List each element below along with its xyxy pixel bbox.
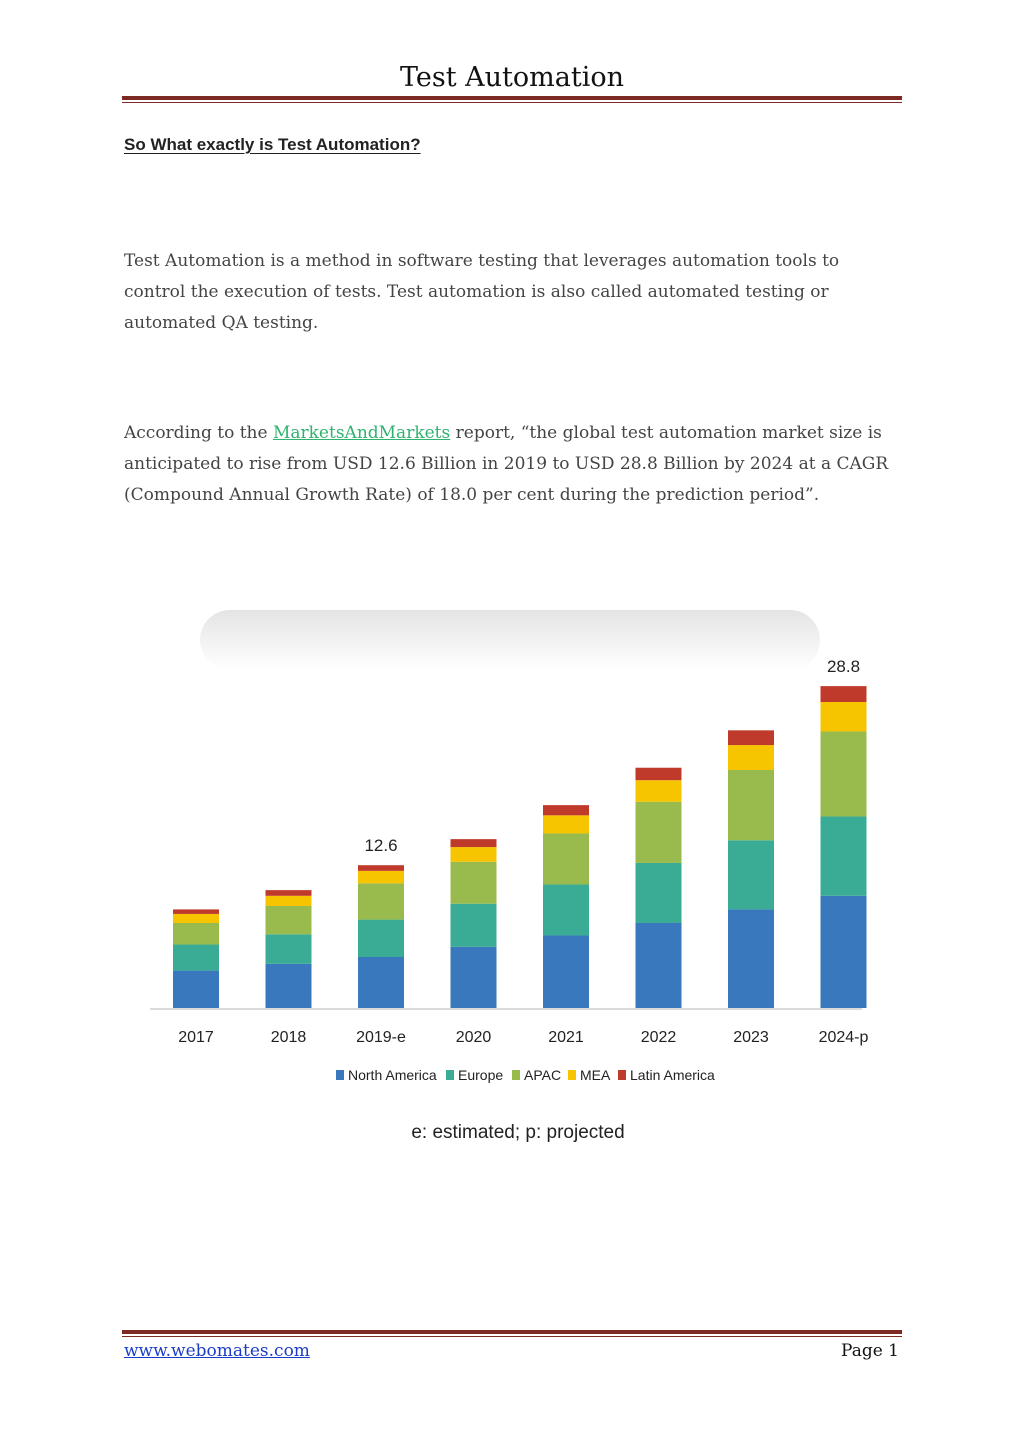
legend-label: MEA	[580, 1067, 611, 1083]
bar-segment-latin-america-2019-e	[358, 865, 404, 871]
bar-segment-mea-2020	[451, 847, 497, 862]
bar-segment-north-america-2020	[451, 947, 497, 1008]
bar-segment-apac-2018	[266, 906, 312, 934]
market-paragraph	[124, 418, 904, 511]
bar-segment-north-america-2024-p	[821, 896, 867, 1008]
market-chart	[140, 610, 880, 1170]
bar-segment-latin-america-2017	[173, 909, 219, 914]
bar-segment-europe-2023	[728, 840, 774, 909]
bar-segment-north-america-2022	[636, 923, 682, 1008]
bar-segment-europe-2024-p	[821, 816, 867, 895]
bar-segment-latin-america-2022	[636, 768, 682, 780]
bar-segment-north-america-2018	[266, 964, 312, 1008]
bar-segment-mea-2023	[728, 745, 774, 770]
x-tick-label: 2019-e	[356, 1029, 406, 1046]
x-tick-label: 2023	[733, 1029, 769, 1046]
document-title: Test Automation	[399, 62, 624, 93]
bar-segment-europe-2022	[636, 863, 682, 923]
section-heading: So What exactly is Test Automation?	[124, 135, 421, 154]
x-tick-label: 2021	[548, 1029, 584, 1046]
market-text-before: According to the	[124, 423, 273, 443]
legend-swatch	[512, 1070, 520, 1080]
footer-rule	[122, 1330, 902, 1337]
bar-segment-mea-2024-p	[821, 702, 867, 731]
legend-swatch	[446, 1070, 454, 1080]
legend-swatch	[618, 1070, 626, 1080]
bar-segment-apac-2019-e	[358, 883, 404, 919]
legend-swatch	[568, 1070, 576, 1080]
chart-svg	[140, 610, 880, 1170]
bar-segment-mea-2022	[636, 780, 682, 802]
market-text-after: report, “the global test automation market size is anticipated to rise from USD 12.6 Billion in 2019 to USD 28.8 Billion by 2024 at a CAGR (Compound Annual Growth Rate) of 18.0 per cent during the prediction period”.	[124, 423, 889, 505]
bar-segment-apac-2017	[173, 923, 219, 945]
bar-segment-europe-2017	[173, 945, 219, 971]
bar-segment-europe-2021	[543, 884, 589, 935]
legend-label: Europe	[458, 1067, 504, 1083]
x-tick-label: 2017	[178, 1029, 214, 1046]
x-tick-label: 2022	[640, 1029, 677, 1046]
total-annotation: 28.8	[826, 657, 861, 677]
bar-segment-north-america-2023	[728, 909, 774, 1008]
bar-segment-apac-2020	[451, 862, 497, 904]
bar-segment-latin-america-2024-p	[821, 686, 867, 702]
legend-label: APAC	[524, 1067, 562, 1083]
bar-segment-apac-2023	[728, 770, 774, 840]
bar-segment-europe-2019-e	[358, 920, 404, 957]
bar-segment-mea-2021	[543, 815, 589, 833]
bar-segment-north-america-2021	[543, 935, 589, 1008]
bar-segment-europe-2018	[266, 934, 312, 963]
bar-segment-apac-2022	[636, 802, 682, 863]
bar-segment-mea-2019-e	[358, 871, 404, 883]
bar-segment-north-america-2017	[173, 971, 219, 1008]
page-number: Page 1	[841, 1341, 899, 1361]
bar-segment-apac-2024-p	[821, 731, 867, 816]
bar-segment-latin-america-2018	[266, 890, 312, 896]
bar-segment-mea-2018	[266, 896, 312, 906]
total-annotation: 12.6	[364, 836, 398, 856]
legend-label: North America	[348, 1067, 437, 1083]
bar-segment-latin-america-2020	[451, 839, 497, 847]
x-tick-label: 2020	[455, 1029, 492, 1046]
bar-segment-europe-2020	[451, 904, 497, 947]
bar-segment-latin-america-2021	[543, 805, 589, 815]
header-rule	[122, 96, 902, 103]
bar-segment-north-america-2019-e	[358, 957, 404, 1008]
chart-note: e: estimated; p: projected	[411, 1122, 625, 1143]
footer-website-link[interactable]: www.webomates.com	[124, 1341, 310, 1361]
bar-segment-apac-2021	[543, 833, 589, 884]
x-tick-label: 2024-p	[818, 1029, 869, 1046]
marketsandmarkets-link[interactable]: MarketsAndMarkets	[272, 423, 451, 443]
legend-swatch	[336, 1070, 344, 1080]
bar-segment-latin-america-2023	[728, 730, 774, 745]
intro-paragraph: Test Automation is a method in software testing that leverages automation tools to control the execution of tests. Test automation is also called automated testing or automated QA testing.	[124, 251, 840, 333]
legend-label: Latin America	[630, 1067, 715, 1083]
x-tick-label: 2018	[270, 1029, 307, 1046]
bar-segment-mea-2017	[173, 914, 219, 923]
